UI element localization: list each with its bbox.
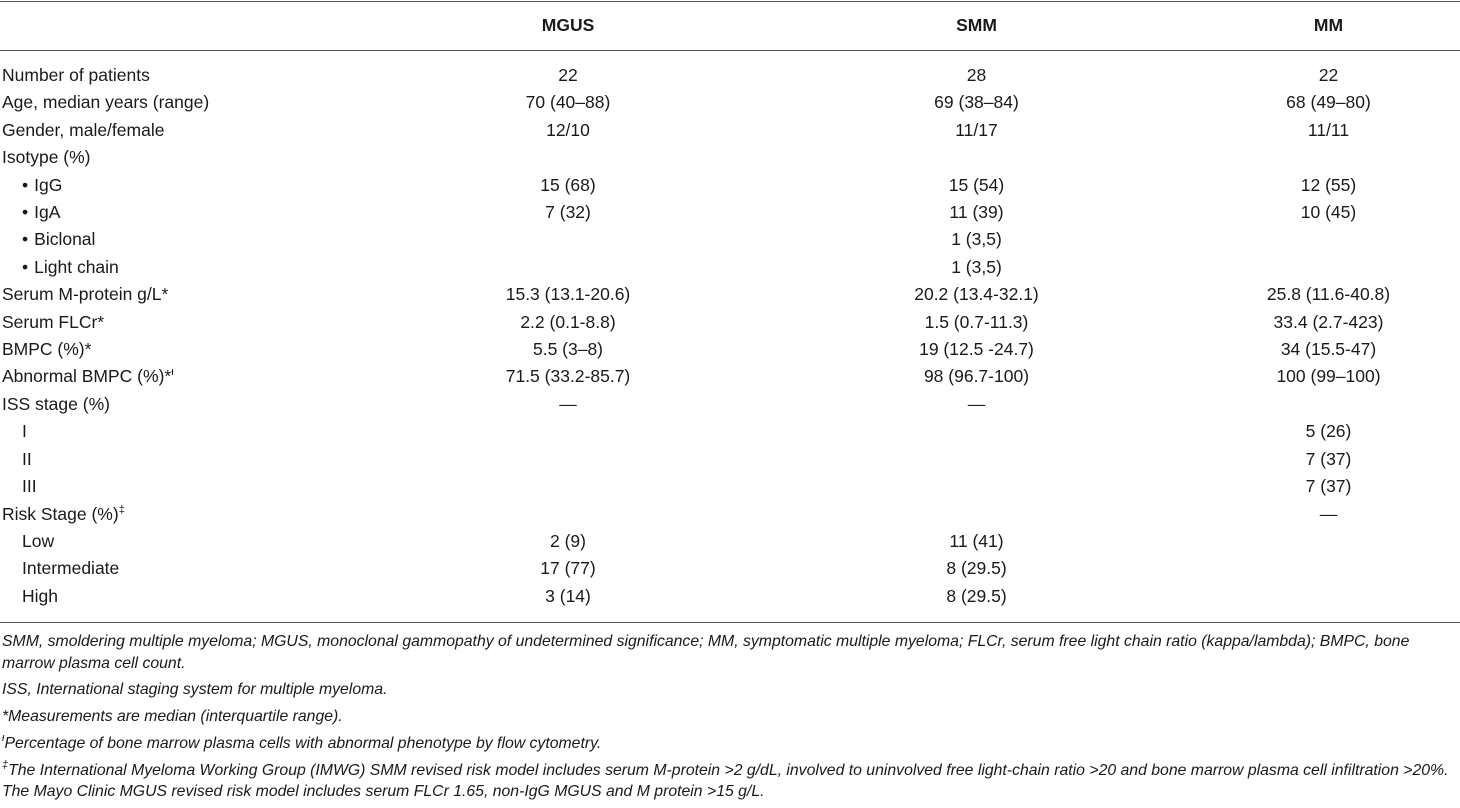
header-cell-mm: MM (1313, 15, 1344, 35)
cell-mgus: 5.5 (3–8) (532, 339, 604, 360)
row-label: Gender, male/female (2, 119, 165, 140)
header-cell-mgus: MGUS (541, 15, 595, 35)
cell-mgus (380, 418, 756, 445)
row-label-cell (0, 254, 380, 281)
cell-mm (1197, 391, 1460, 418)
footnote-mark: ᵼ (2, 731, 5, 744)
cell-mgus (380, 446, 756, 473)
table-row (0, 117, 1460, 144)
cell-mm: 100 (99–100) (1276, 366, 1381, 387)
cell-mgus (380, 473, 756, 500)
table-row (0, 309, 1460, 336)
row-label: Low (22, 530, 55, 551)
cell-mgus: 3 (14) (545, 585, 591, 606)
cell-mgus: 17 (77) (540, 558, 596, 579)
cell-mgus (380, 254, 756, 281)
row-label-cell (0, 309, 380, 336)
table-row (0, 418, 1460, 445)
table-row (0, 583, 1460, 610)
cell-mm: 33.4 (2.7-423) (1273, 311, 1384, 332)
row-label: Isotype (%) (2, 147, 91, 168)
cell-mgus (380, 501, 756, 528)
cell-mgus: 71.5 (33.2-85.7) (505, 366, 631, 387)
table-row (0, 473, 1460, 500)
cell-mm (1197, 226, 1460, 253)
cell-mm: 68 (49–80) (1286, 92, 1371, 113)
cell-mm: 5 (26) (1305, 421, 1352, 442)
row-label-cell (0, 555, 380, 582)
row-label: Intermediate (22, 558, 120, 579)
header-row (0, 0, 1460, 51)
cell-smm: 8 (29.5) (946, 585, 1007, 606)
cell-smm: 15 (54) (948, 174, 1005, 195)
cell-smm: 20.2 (13.4-32.1) (914, 284, 1039, 305)
row-label: Light chain (34, 256, 119, 277)
cell-mm (1197, 583, 1460, 610)
cell-smm: 19 (12.5 -24.7) (919, 339, 1034, 360)
cell-smm: 11 (41) (949, 530, 1004, 551)
row-label-cell (0, 51, 380, 89)
row-label-cell (0, 172, 380, 199)
row-label-cell (0, 583, 380, 610)
row-label-cell (0, 363, 380, 390)
cell-smm (756, 144, 1197, 171)
row-label: II (22, 448, 32, 469)
table-row (0, 555, 1460, 582)
row-label: IgG (34, 174, 63, 195)
cell-mgus: 12/10 (546, 119, 590, 140)
cell-mm: 11/11 (1307, 119, 1350, 140)
footnote-risk-model (2, 760, 1458, 803)
cell-mm: 7 (37) (1305, 476, 1352, 497)
cell-smm: 69 (38–84) (934, 92, 1019, 113)
row-label: Biclonal (34, 229, 96, 250)
row-label: Risk Stage (%) (2, 503, 119, 524)
row-label-cell (0, 89, 380, 116)
cell-mm (1197, 144, 1460, 171)
cell-mgus: 22 (558, 65, 578, 85)
row-label-cell (0, 391, 380, 418)
table-row (0, 172, 1460, 199)
footnote-iss: ISS, International staging system for multiple myeloma. (2, 681, 388, 699)
cell-smm: 1.5 (0.7-11.3) (924, 311, 1029, 332)
cell-mgus: 15 (68) (540, 174, 596, 195)
footnote-mark: ᵼ (171, 366, 174, 379)
row-label-cell (0, 528, 380, 555)
cell-smm: 1 (3,5) (951, 256, 1002, 277)
cell-mm: 22 (1318, 65, 1339, 85)
cell-smm: 28 (966, 65, 987, 85)
row-label: IgA (34, 202, 61, 223)
row-label-cell (0, 117, 380, 144)
cell-smm (756, 418, 1197, 445)
cell-mm (1197, 555, 1460, 582)
table-row (0, 528, 1460, 555)
footnote-abbreviations: SMM, smoldering multiple myeloma; MGUS, monoclonal gammopathy of undetermined significance; MM, symptomatic multiple myeloma; FLCr, serum free light chain ratio (kappa/lambda); BMPC, bone marrow plasma cell count. (2, 633, 1410, 672)
row-label-cell (0, 144, 380, 171)
cell-smm (756, 501, 1197, 528)
table-row (0, 199, 1460, 226)
row-label: Serum M-protein g/L* (2, 284, 169, 305)
row-label-cell (0, 446, 380, 473)
cell-mm: 10 (45) (1300, 202, 1357, 223)
row-label: High (22, 585, 58, 606)
row-label: ISS stage (%) (2, 393, 110, 414)
row-label: Serum FLCr* (2, 311, 105, 332)
cell-mgus: 70 (40–88) (525, 92, 611, 113)
cell-mm: — (1319, 503, 1338, 524)
row-label-cell (0, 418, 380, 445)
table-row (0, 501, 1460, 528)
cell-mm: 25.8 (11.6-40.8) (1266, 284, 1391, 305)
row-label-cell (0, 473, 380, 500)
cell-smm (756, 446, 1197, 473)
cell-mgus: 7 (32) (545, 202, 591, 223)
cell-mm: 12 (55) (1300, 174, 1357, 195)
row-label: I (22, 421, 27, 442)
table-row (0, 363, 1460, 390)
row-label: Number of patients (2, 65, 150, 85)
table-row (0, 254, 1460, 281)
table-row (0, 51, 1460, 89)
table-row (0, 281, 1460, 308)
cell-smm: — (967, 393, 986, 414)
row-label-cell (0, 336, 380, 363)
cell-mm (1197, 254, 1460, 281)
table-row (0, 226, 1460, 253)
cell-smm: 1 (3,5) (951, 229, 1002, 250)
table-row (0, 89, 1460, 116)
cell-mgus: — (559, 393, 577, 414)
cell-mgus (380, 226, 756, 253)
table-row (0, 144, 1460, 171)
row-label: III (22, 476, 37, 497)
table-body (0, 51, 1460, 610)
cell-mgus: 2 (9) (550, 530, 586, 551)
table-footnotes (2, 631, 1458, 808)
row-label: Abnormal BMPC (%)* (2, 366, 172, 387)
footnote-median: *Measurements are median (interquartile range). (2, 708, 343, 726)
row-label-cell (0, 281, 380, 308)
footnote-abnormal-bmpc (2, 733, 1458, 755)
cell-smm (756, 473, 1197, 500)
table-row (0, 446, 1460, 473)
row-label-cell (0, 199, 380, 226)
cell-mm: 34 (15.5-47) (1280, 339, 1377, 360)
table-row (0, 391, 1460, 418)
cell-smm: 8 (29.5) (946, 558, 1007, 579)
footnote-mark: ‡ (2, 758, 9, 771)
cell-mgus (380, 144, 756, 171)
row-label: Age, median years (range) (2, 92, 210, 113)
cell-smm: 11 (39) (949, 202, 1004, 223)
footnote-text: The International Myeloma Working Group (IMWG) SMM revised risk model includes serum M-protein >2 g/dL, involved to uninvolved free light-chain ratio >20 and bone marrow plasma cell infiltration >20%. The Mayo Clinic MGUS revised risk model includes serum FLCr 1.65, non-IgG MGUS and M protein >15 g/L. (2, 761, 1449, 801)
row-label: BMPC (%)* (2, 339, 92, 360)
footnote-text: Percentage of bone marrow plasma cells with abnormal phenotype by flow cytometry. (4, 734, 602, 752)
header-cell-label (0, 0, 380, 51)
table-row (0, 336, 1460, 363)
cell-mm (1197, 528, 1460, 555)
bottom-rule (0, 622, 1460, 623)
cell-mgus: 15.3 (13.1-20.6) (505, 284, 631, 305)
header-cell-smm: SMM (956, 15, 997, 35)
cell-mm: 7 (37) (1305, 448, 1352, 469)
cell-mgus: 2.2 (0.1-8.8) (520, 311, 616, 332)
footnote-mark: ‡ (118, 503, 125, 516)
row-label-cell (0, 226, 380, 253)
cell-smm: 98 (96.7-100) (923, 366, 1030, 387)
cell-smm: 11/17 (955, 119, 998, 140)
row-label-cell (0, 501, 380, 528)
